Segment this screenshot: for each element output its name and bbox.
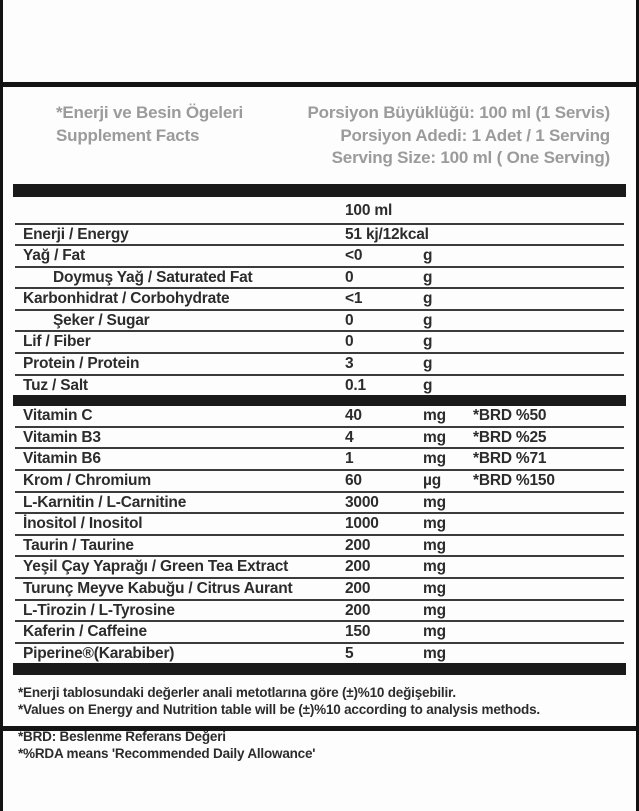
row-amount: 200	[345, 601, 371, 619]
row-unit: mg	[423, 428, 446, 446]
table-row	[15, 622, 624, 644]
row-label: Vitamin B3	[23, 428, 101, 446]
table-row	[15, 376, 624, 396]
supplement-facts-panel	[3, 82, 636, 762]
row-brd-percentage: *BRD %25	[473, 428, 547, 446]
divider-bar-top	[13, 184, 626, 197]
header-titles	[56, 102, 243, 147]
row-unit: g	[423, 355, 433, 373]
table-row	[15, 644, 624, 664]
row-unit: mg	[423, 601, 446, 619]
table-row	[15, 354, 624, 376]
row-amount: 51 kj/12kcal	[345, 225, 429, 243]
row-label: L-Tirozin / L-Tyrosine	[23, 601, 175, 619]
row-unit: mg	[423, 515, 446, 533]
row-amount: 5	[345, 644, 354, 662]
row-amount: 4	[345, 428, 354, 446]
row-amount: 60	[345, 472, 362, 490]
table-row	[15, 536, 624, 558]
row-amount: 40	[345, 407, 362, 425]
footnote-line: *Values on Energy and Nutrition table will be (±)%10 according to analysis methods.	[18, 702, 540, 718]
row-unit: mg	[423, 450, 446, 468]
header-title-tr: *Enerji ve Besin Ögeleri	[56, 103, 244, 122]
nutrition-rows	[15, 225, 624, 396]
table-row	[15, 225, 624, 247]
footnotes	[18, 684, 621, 762]
row-amount: 200	[345, 580, 371, 597]
row-label: Lif / Fiber	[23, 333, 91, 351]
table-row	[15, 428, 624, 450]
table-row	[15, 246, 624, 268]
table-row	[15, 289, 624, 311]
row-label: Karbonhidrat / Corbohydrate	[23, 290, 230, 308]
row-amount: 150	[345, 623, 371, 641]
row-unit: µg	[423, 472, 441, 490]
row-unit: g	[423, 333, 433, 351]
panel-header	[3, 87, 636, 170]
actives-table	[15, 406, 624, 663]
row-label: Piperine®(Karabiber)	[23, 644, 175, 662]
row-unit: g	[423, 376, 433, 394]
row-unit: g	[423, 290, 433, 308]
footnote-line: *BRD: Beslenme Referans Değeri	[18, 729, 226, 745]
row-amount: 200	[345, 558, 371, 576]
row-label: Kaferin / Caffeine	[23, 623, 147, 641]
table-row	[15, 332, 624, 354]
row-label: Yeşil Çay Yaprağı / Green Tea Extract	[23, 558, 289, 576]
table-row	[15, 601, 624, 623]
serving-size-en: Serving Size: 100 ml ( One Serving)	[331, 148, 610, 167]
footnotes-analysis	[18, 684, 621, 718]
serving-info	[308, 102, 610, 170]
table-row	[15, 268, 624, 290]
actives-rows	[15, 406, 624, 663]
row-unit: mg	[423, 623, 446, 641]
table-row	[15, 406, 624, 428]
table-row	[15, 514, 624, 536]
row-brd-percentage: *BRD %71	[473, 450, 547, 468]
table-row	[15, 493, 624, 515]
row-unit: mg	[423, 493, 446, 511]
row-label: Vitamin C	[23, 407, 93, 425]
footnote-line: *%RDA means 'Recommended Daily Allowance'	[18, 746, 316, 762]
table-row	[15, 471, 624, 493]
row-label: İnositol / Inositol	[23, 515, 143, 533]
footnotes-definitions	[18, 728, 621, 762]
row-label: Doymuş Yağ / Saturated Fat	[53, 268, 253, 286]
row-label: Protein / Protein	[23, 355, 140, 373]
row-label: Krom / Chromium	[23, 472, 151, 490]
row-unit: mg	[423, 407, 446, 425]
row-label: Vitamin B6	[23, 450, 101, 468]
divider-bar-middle	[13, 395, 626, 406]
row-label: Tuz / Salt	[23, 376, 88, 394]
row-unit: mg	[423, 536, 446, 554]
nutrition-table	[15, 197, 624, 396]
row-amount: 200	[345, 536, 371, 554]
divider-bar-bottom	[13, 663, 626, 675]
serving-count: Porsiyon Adedi: 1 Adet / 1 Serving	[340, 125, 610, 145]
row-amount: 0	[345, 333, 354, 351]
row-unit: g	[423, 268, 433, 286]
row-unit: g	[423, 247, 433, 265]
row-label: Turunç Meyve Kabuğu / Citrus Aurant	[23, 580, 293, 597]
row-amount: <1	[345, 290, 363, 308]
header-title-en: Supplement Facts	[56, 125, 200, 145]
row-amount: 1	[345, 450, 354, 468]
table-row	[15, 579, 624, 601]
row-label: L-Karnitin / L-Carnitine	[23, 493, 187, 511]
serving-size-tr: Porsiyon Büyüklüğü: 100 ml (1 Servis)	[307, 103, 610, 122]
footnote-line: *Enerji tablosundaki değerler anali metotlarına göre (±)%10 değişebilir.	[18, 685, 456, 701]
row-amount: <0	[345, 247, 363, 265]
row-amount: 3000	[345, 493, 379, 511]
row-label: Şeker / Sugar	[53, 311, 150, 329]
table-row	[15, 449, 624, 471]
row-brd-percentage: *BRD %150	[473, 472, 555, 490]
row-amount: 1000	[345, 515, 379, 533]
row-amount: 0	[345, 311, 354, 329]
column-header-row	[15, 197, 624, 225]
row-label: Yağ / Fat	[23, 247, 85, 265]
table-row	[15, 311, 624, 333]
row-label: Taurin / Taurine	[23, 536, 134, 554]
column-header-100ml: 100 ml	[345, 201, 393, 219]
row-amount: 0	[345, 268, 354, 286]
row-amount: 3	[345, 355, 354, 373]
row-unit: mg	[423, 580, 446, 597]
row-unit: g	[423, 311, 433, 329]
table-row	[15, 557, 624, 579]
row-label: Enerji / Energy	[23, 225, 129, 243]
row-unit: mg	[423, 644, 446, 662]
row-unit: mg	[423, 558, 446, 576]
row-brd-percentage: *BRD %50	[473, 407, 547, 425]
row-amount: 0.1	[345, 376, 366, 394]
